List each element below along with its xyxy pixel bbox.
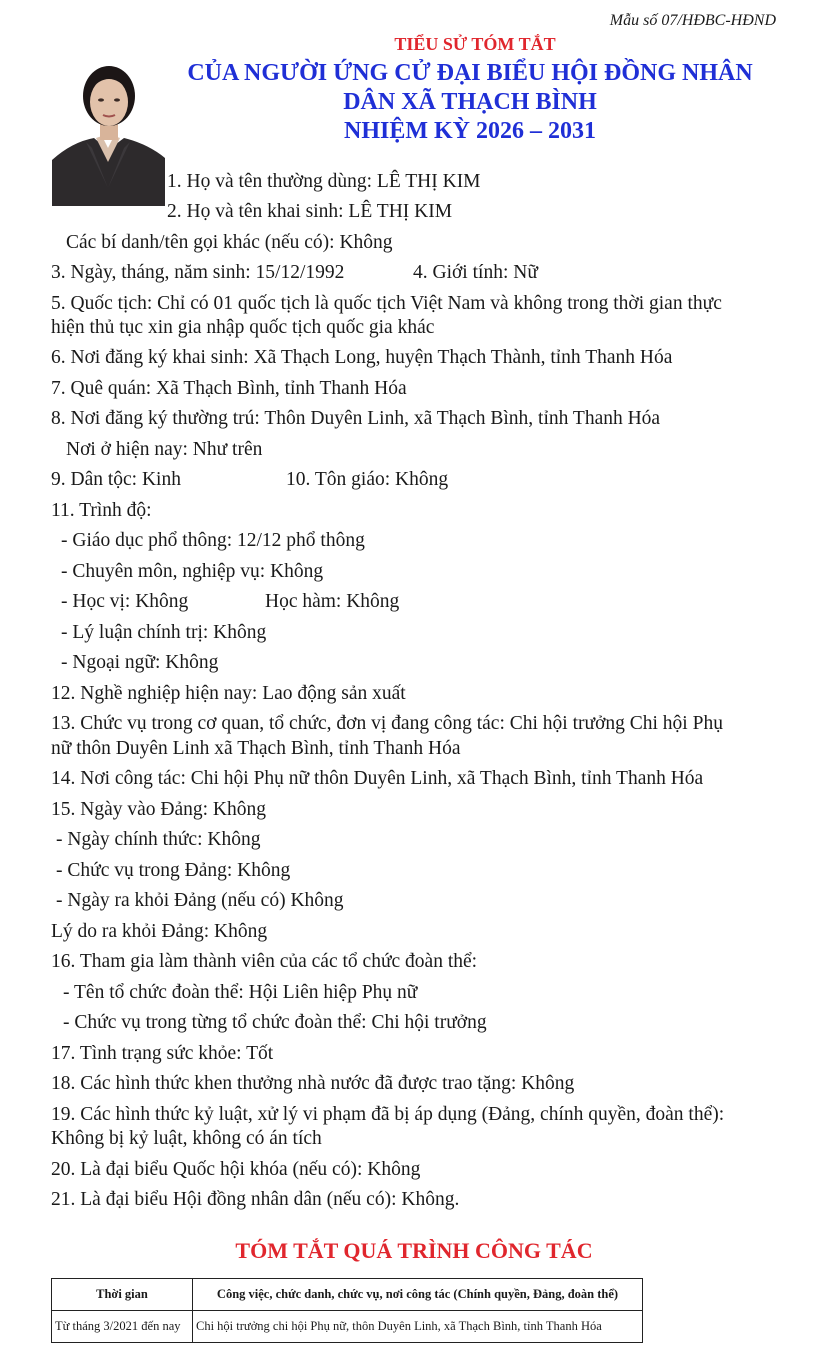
workplace: 14. Nơi công tác: Chi hội Phụ nữ thôn Duyên Linh, xã Thạch Bình, tỉnh Thanh Hóa: [51, 768, 704, 789]
council-delegate: 21. Là đại biểu Hội đồng nhân dân (nếu có): Không.: [51, 1189, 460, 1210]
organization-position: - Chức vụ trong từng tổ chức đoàn thể: Chi hội trưởng: [63, 1012, 487, 1033]
party-join-date: 15. Ngày vào Đảng: Không: [51, 799, 267, 820]
birth-name: 2. Họ và tên khai sinh: LÊ THỊ KIM: [167, 201, 453, 222]
nationality-line-2: hiện thủ tục xin gia nhập quốc tịch quốc gia khác: [51, 317, 435, 338]
title-line-4: NHIỆM KỲ 2026 – 2031: [344, 118, 596, 144]
column-header-details: Công việc, chức danh, chức vụ, nơi công tác (Chính quyền, Đảng, đoàn thể): [193, 1279, 643, 1311]
party-official-date: - Ngày chính thức: Không: [56, 829, 261, 850]
party-leave-date: - Ngày ra khỏi Đảng (nếu có) Không: [56, 890, 344, 911]
political-theory: - Lý luận chính trị: Không: [61, 622, 267, 643]
gender: 4. Giới tính: Nữ: [413, 262, 538, 283]
party-position: - Chức vụ trong Đảng: Không: [56, 860, 291, 881]
academic-title: Học hàm: Không: [265, 591, 400, 612]
nationality-line-1: 5. Quốc tịch: Chỉ có 01 quốc tịch là quốc tịch Việt Nam và không trong thời gian thực: [51, 293, 722, 314]
candidate-photo: [52, 38, 165, 206]
title-line-1: TIỂU SỬ TÓM TẮT: [394, 34, 556, 54]
permanent-residence: 8. Nơi đăng ký thường trú: Thôn Duyên Linh, xã Thạch Bình, tỉnh Thanh Hóa: [51, 408, 661, 429]
table-row: [52, 1311, 643, 1343]
table-cell-details: Chi hội trưởng chi hội Phụ nữ, thôn Duyên Linh, xã Thạch Bình, tỉnh Thanh Hóa: [193, 1311, 643, 1343]
hometown: 7. Quê quán: Xã Thạch Bình, tỉnh Thanh Hóa: [51, 378, 407, 399]
national-assembly-delegate: 20. Là đại biểu Quốc hội khóa (nếu có): Không: [51, 1159, 421, 1180]
organization-name: - Tên tổ chức đoàn thể: Hội Liên hiệp Phụ nữ: [63, 982, 418, 1003]
work-history-title: TÓM TẮT QUÁ TRÌNH CÔNG TÁC: [235, 1238, 593, 1263]
title-line-3: DÂN XÃ THẠCH BÌNH: [343, 89, 597, 115]
foreign-language: - Ngoại ngữ: Không: [61, 652, 219, 673]
table-header-row: [52, 1279, 643, 1311]
birth-registration-place: 6. Nơi đăng ký khai sinh: Xã Thạch Long, huyện Thạch Thành, tỉnh Thanh Hóa: [51, 347, 673, 368]
common-name: 1. Họ và tên thường dùng: LÊ THỊ KIM: [167, 171, 481, 192]
ethnicity: 9. Dân tộc: Kinh: [51, 469, 181, 490]
religion: 10. Tôn giáo: Không: [286, 469, 449, 490]
aliases: Các bí danh/tên gọi khác (nếu có): Không: [66, 232, 393, 253]
discipline-line-2: Không bị kỷ luật, không có án tích: [51, 1128, 322, 1149]
education-heading: 11. Trình độ:: [51, 500, 152, 521]
organizations-heading: 16. Tham gia làm thành viên của các tổ chức đoàn thể:: [51, 951, 478, 972]
party-leave-reason: Lý do ra khỏi Đảng: Không: [51, 921, 268, 942]
academic-degree: - Học vị: Không: [61, 591, 189, 612]
form-number: Mẫu số 07/HĐBC-HĐND: [609, 12, 776, 29]
health-status: 17. Tình trạng sức khỏe: Tốt: [51, 1043, 274, 1064]
column-header-time: Thời gian: [52, 1279, 193, 1311]
current-occupation: 12. Nghề nghiệp hiện nay: Lao động sản xuất: [51, 683, 406, 704]
table-cell-time: Từ tháng 3/2021 đến nay: [52, 1311, 193, 1343]
position-line-1: 13. Chức vụ trong cơ quan, tổ chức, đơn vị đang công tác: Chi hội trưởng Chi hội Phụ: [51, 713, 723, 734]
date-of-birth: 3. Ngày, tháng, năm sinh: 15/12/1992: [51, 262, 345, 283]
work-history-table: [51, 1278, 643, 1343]
position-line-2: nữ thôn Duyên Linh xã Thạch Bình, tỉnh Thanh Hóa: [51, 738, 461, 759]
professional-qualification: - Chuyên môn, nghiệp vụ: Không: [61, 561, 324, 582]
general-education: - Giáo dục phổ thông: 12/12 phổ thông: [61, 530, 365, 551]
discipline-line-1: 19. Các hình thức kỷ luật, xử lý vi phạm đã bị áp dụng (Đảng, chính quyền, đoàn thể):: [51, 1104, 725, 1125]
title-line-2: CỦA NGƯỜI ỨNG CỬ ĐẠI BIỂU HỘI ĐỒNG NHÂN: [187, 60, 753, 86]
awards: 18. Các hình thức khen thưởng nhà nước đã được trao tặng: Không: [51, 1073, 575, 1094]
current-residence: Nơi ở hiện nay: Như trên: [66, 439, 263, 460]
